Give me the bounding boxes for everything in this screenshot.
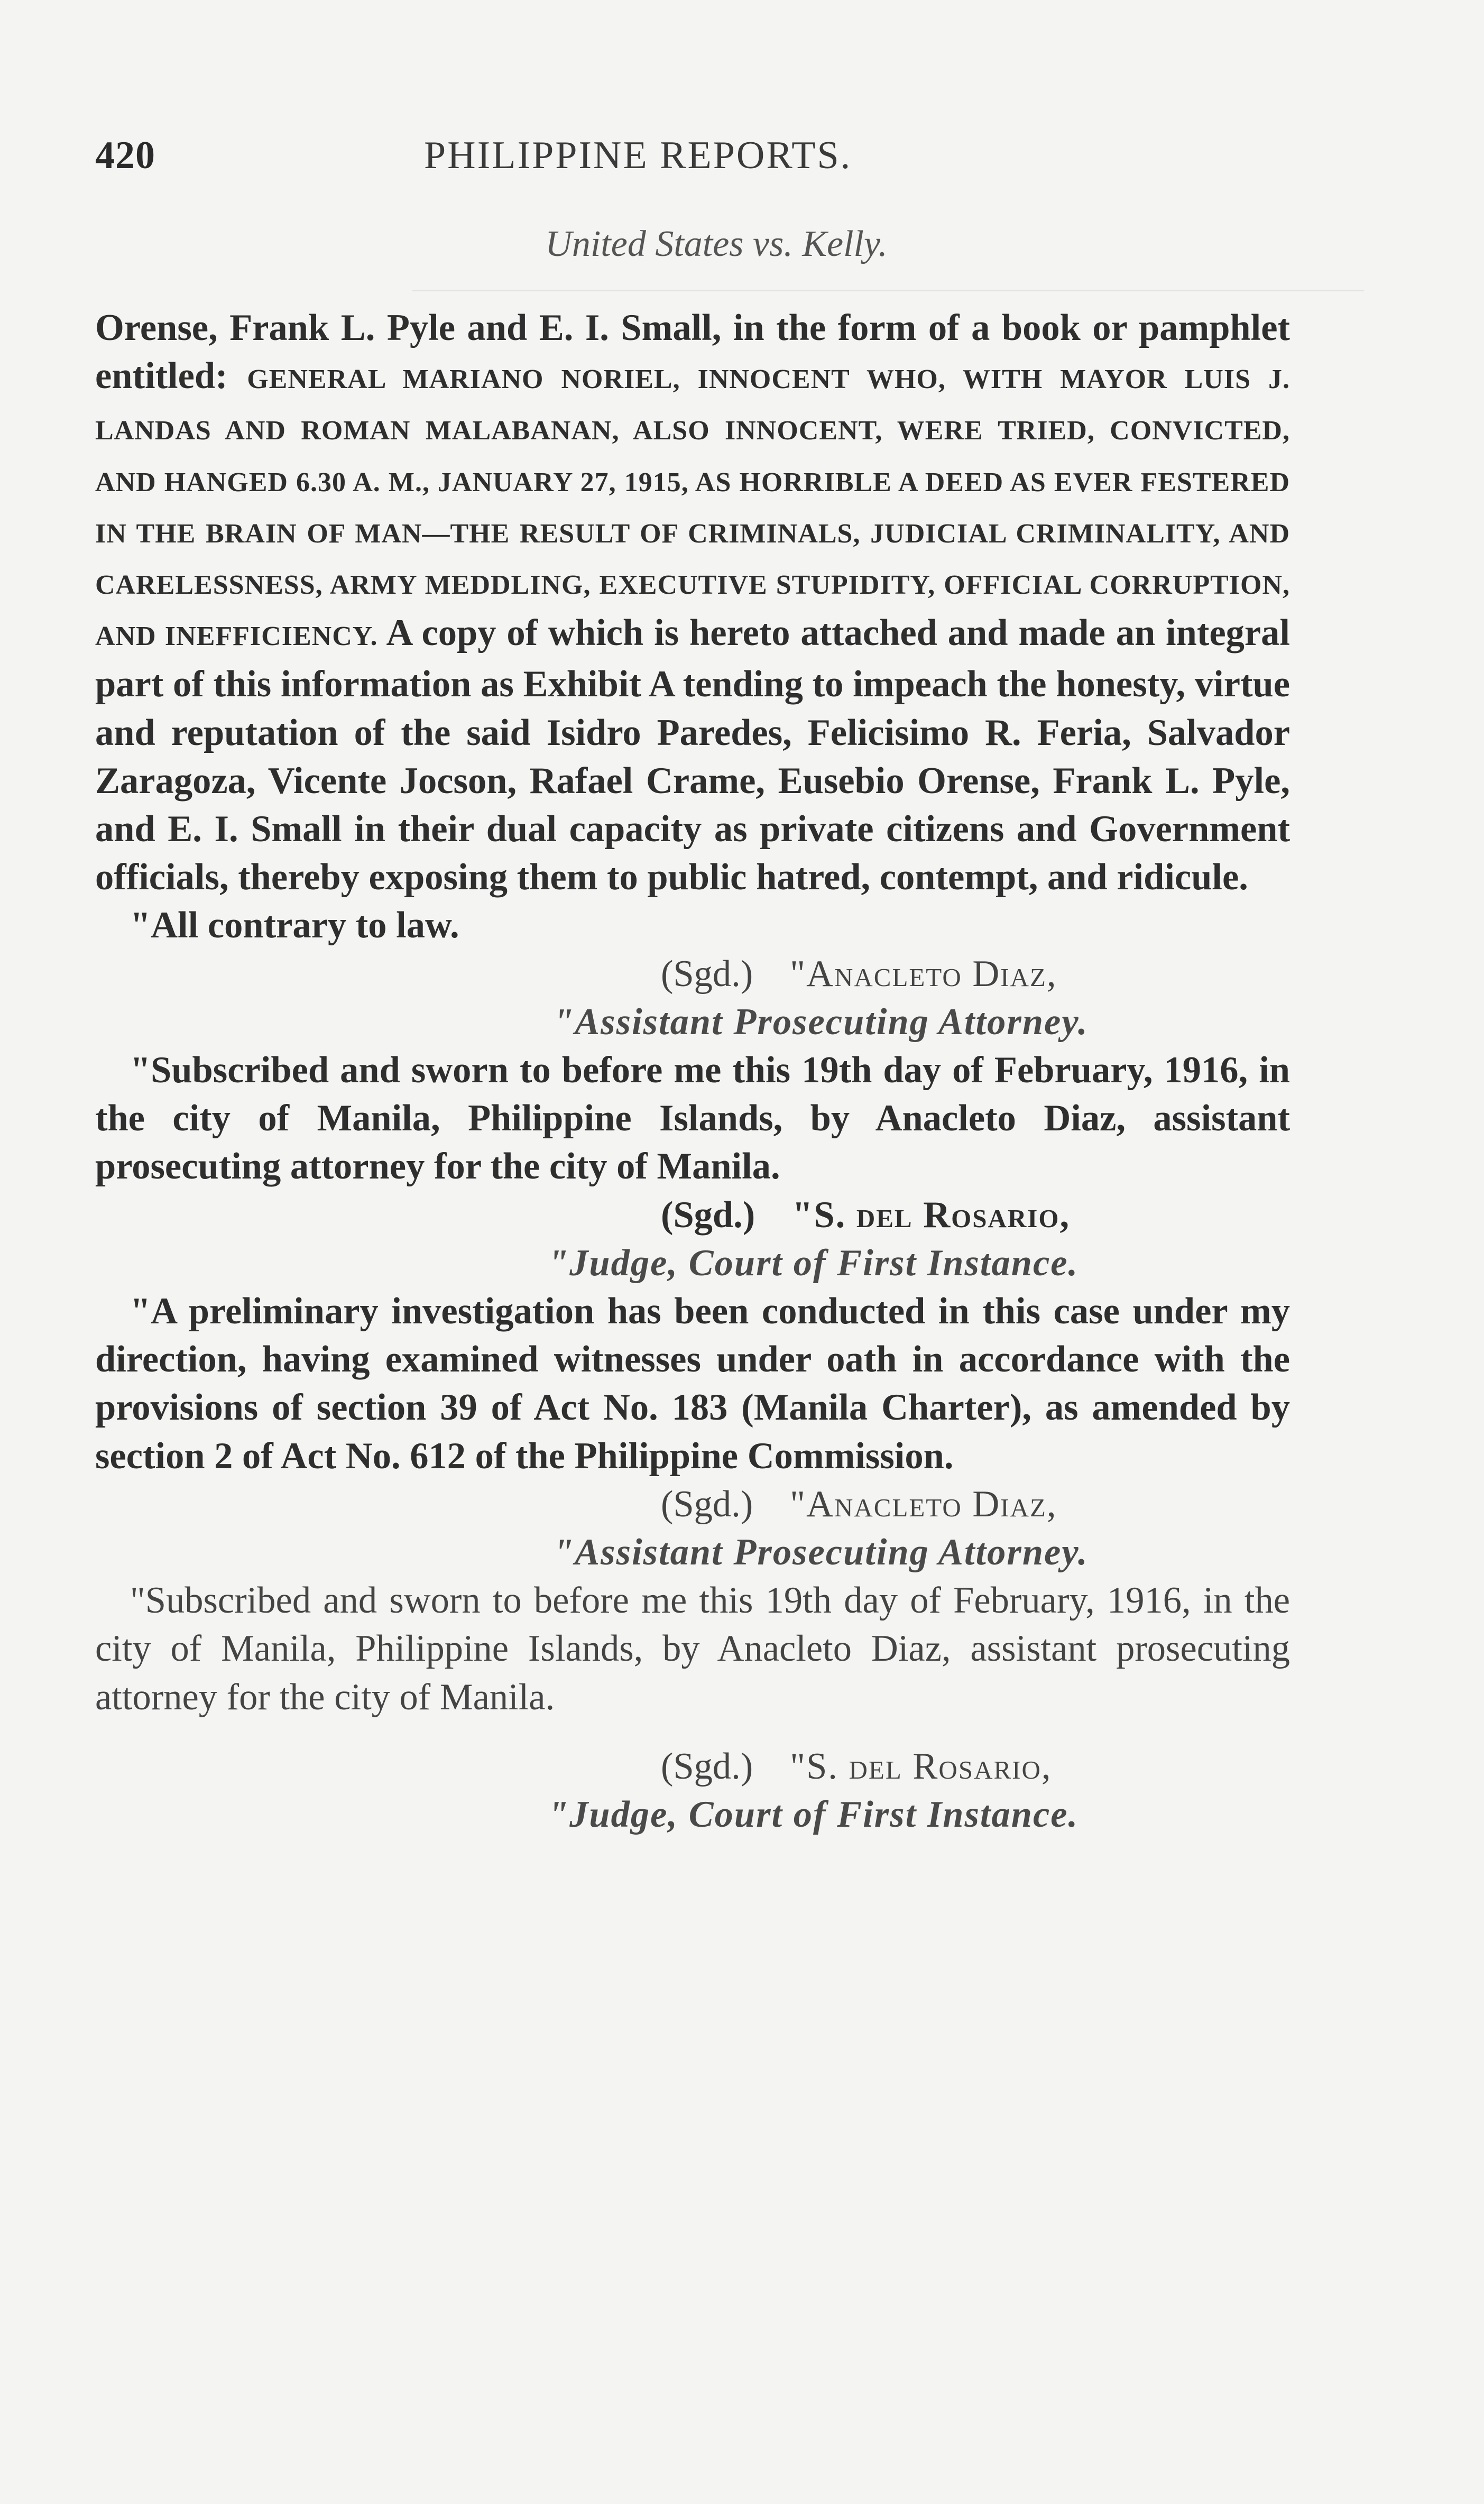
sgd-label: (Sgd.) [661, 1745, 753, 1787]
paragraph-subscribed-1: "Subscribed and sworn to before me this 19th day of February, 1916, in the city of Manila, Philippine Islands, by Anacleto Diaz, assistant prosecuting attorney for the city of Manila. [95, 1050, 1290, 1187]
signature-prosecutor-2 [95, 1480, 1290, 1529]
signer-title-prosecutor-2: "Assistant Prosecuting Attorney. [553, 1532, 1089, 1573]
signer-title-judge-2: "Judge, Court of First Instance. [548, 1794, 1079, 1836]
signer-title-judge-1: "Judge, Court of First Instance. [548, 1242, 1079, 1284]
signature-prosecutor-1 [95, 950, 1290, 998]
paragraph-intro: Orense, Frank L. Pyle and E. I. Small, in the form of a book or pamphlet entitled: [95, 307, 1290, 397]
sgd-label: (Sgd.) [661, 1194, 755, 1236]
paragraph-subscribed-2: "Subscribed and sworn to before me this 19th day of February, 1916, in the city of Manila, Philippine Islands, by Anacleto Diaz, assistant prosecuting attorney for the city of Manila. [95, 1580, 1290, 1718]
sgd-label: (Sgd.) [661, 953, 753, 995]
signer-name: "S. del Rosario, [790, 1745, 1052, 1787]
signature-judge-1 [95, 1191, 1290, 1239]
running-title: PHILIPPINE REPORTS. [424, 134, 852, 177]
case-title: United States vs. Kelly. [545, 224, 888, 264]
body-text [95, 304, 1290, 1839]
paragraph-information [95, 304, 1290, 901]
page-number: 420 [95, 134, 155, 177]
signer-title-prosecutor-1: "Assistant Prosecuting Attorney. [553, 1001, 1089, 1043]
signer-name: "S. del Rosario, [792, 1194, 1071, 1236]
page-header [95, 133, 1290, 191]
signature-judge-2 [95, 1743, 1290, 1791]
paragraph-preliminary-investigation: "A preliminary investigation has been conducted in this case under my direction, having examined witnesses under oath in accordance with the provisions of section 39 of Act No. 183 (Manila Charter), as amended by section 2 of Act No. 612 of the Philippine Commission. [95, 1291, 1290, 1477]
signer-name: "Anacleto Diaz, [790, 1483, 1057, 1525]
paragraph-continuation: A copy of which is hereto attached and made an integral part of this information as Exhibit A tending to impeach the honesty, virtue and reputation of the said Isidro Paredes, Felicisimo R. Feria, Salvador Zaragoza, Vicente Jocson, Rafael Crame, Eusebio Orense, Frank L. Pyle, and E. I. Small in their dual capacity as private citizens and Government officials, thereby exposing them to public hatred, contempt, and ridicule. [95, 612, 1290, 898]
sgd-label: (Sgd.) [661, 1483, 753, 1525]
document-page [95, 0, 1290, 2504]
paragraph-contrary: "All contrary to law. [130, 905, 459, 946]
header-rule [412, 290, 1364, 291]
pamphlet-title: GENERAL MARIANO NORIEL, INNOCENT WHO, WITH MAYOR LUIS J. LANDAS AND ROMAN MALABANAN, ALSO INNOCENT, WERE TRIED, CONVICTED, AND HANGED 6.30 A. M., JANUARY 27, 1915, AS HORRIBLE A DEED AS EVER FESTERED IN THE BRAIN OF MAN—THE RESULT OF CRIMINALS, JUDICIAL CRIMINALITY, AND CARELESSNESS, ARMY MEDDLING, EXECUTIVE STUPIDITY, OFFICIAL CORRUPTION, AND INEFFICIENCY. [95, 364, 1290, 652]
signer-name: "Anacleto Diaz, [790, 953, 1057, 995]
